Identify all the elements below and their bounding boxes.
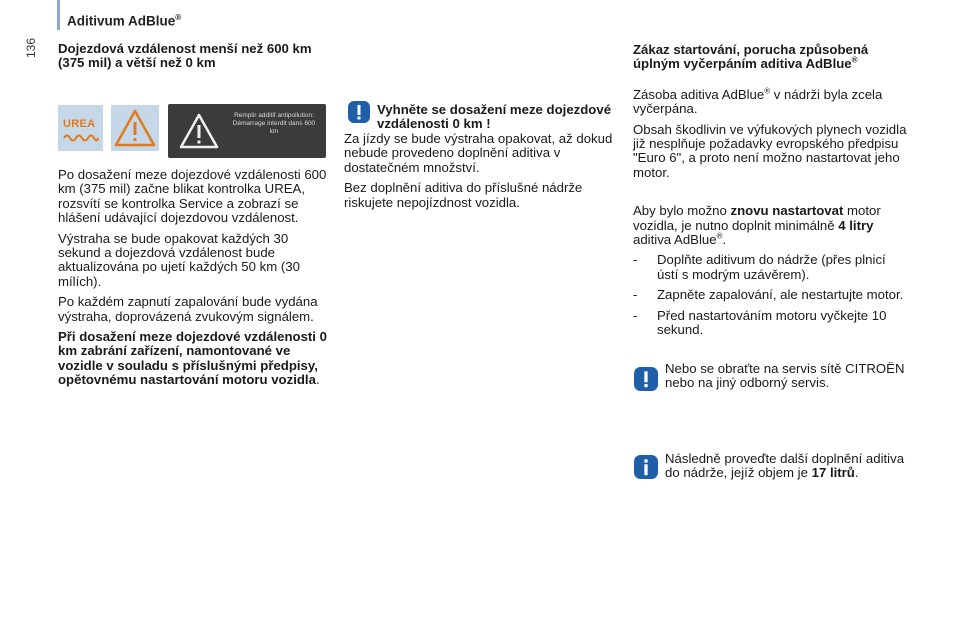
note-refill-a: Následně proveďte další doplnění aditiva do nádrže, jejíž objem je [665, 451, 905, 481]
list-dash: - [633, 287, 638, 303]
paragraph-start-1-reg: ® [764, 86, 771, 96]
note-refill [665, 452, 907, 481]
procedure-list [633, 253, 908, 337]
paragraph-avoid-1: Za jízdy se bude výstraha opakovat, až dokud nebude provedeno doplnění aditiva v dostatečném množství. [344, 131, 613, 175]
paragraph-range-1: Po dosažení meze dojezdové vzdálenosti 600 km (375 mil) začne blikat kontrolka UREA, rozsvítí se kontrolka Service a zobrazí se hlášení udávající dojezdovou vzdálenost. [58, 167, 327, 226]
list-item-text: Doplňte aditivum do nádrže (přes plnicí ústí s modrým uzávěrem). [657, 252, 886, 282]
column-start-prevented [633, 43, 908, 344]
column-range-body [58, 168, 333, 394]
column-range-warning [58, 42, 333, 77]
paragraph-start-3-reg: ® [716, 231, 723, 241]
page-title: Aditivum AdBlue [67, 13, 176, 29]
warning-heading: Vyhněte se dosažení meze dojezdové vzdálenosti 0 km ! [377, 102, 612, 132]
page-header [67, 13, 181, 29]
list-item [633, 253, 908, 282]
paragraph-start-1-a: Zásoba aditiva AdBlue [633, 86, 765, 102]
list-item-text: Zapněte zapalování, ale nestartujte motor. [657, 287, 904, 303]
paragraph-range-4-end: . [315, 372, 320, 388]
paragraph-range-2: Výstraha se bude opakovat každých 30 sekund a dojezdová vzdálenost bude aktualizována po ujetí každých 50 km (30 mílích). [58, 230, 300, 289]
paragraph-range-3: Po každém zapnutí zapalování bude vydána výstraha, doprovázená zvukovým signálem. [58, 294, 318, 324]
list-dash: - [633, 252, 638, 268]
header-accent-bar [57, 0, 60, 30]
paragraph-start-3-c: motor vozidla, je nutno doplnit minimálně [633, 203, 881, 233]
note-refill-c: . [854, 465, 859, 481]
list-item-text: Před nastartováním motoru vyčkejte 10 sekund. [657, 307, 887, 338]
section-heading-start [633, 43, 908, 72]
list-item [633, 309, 908, 338]
service-lamp [111, 105, 159, 151]
paragraph-start-2: Obsah škodlivin ve výfukových plynech vozidla již nesplňuje požadavky evropského předpisu "Euro 6", a proto není možno nastartovat jeho motor. [633, 121, 907, 180]
note-refill-bold: 17 litrů [811, 465, 855, 481]
paragraph-start-1 [633, 88, 908, 117]
registered-mark: ® [175, 13, 182, 22]
urea-wave-icon [63, 132, 99, 142]
paragraph-start-3-a: Aby bylo možno [633, 203, 731, 219]
paragraph-start-3-f: . [722, 232, 727, 248]
warning-triangle-icon [111, 105, 159, 151]
section-heading-range: Dojezdová vzdálenost menší než 600 km (375 mil) a větší než 0 km [58, 41, 312, 71]
info-icon [634, 455, 658, 479]
paragraph-range-4 [58, 330, 333, 388]
display-message: Remplir additif antipollution: Démarrage interdit dans 600 km [232, 112, 316, 135]
section-heading-start-text: Zákaz startování, porucha způsobená úplným vyčerpáním aditiva AdBlue [633, 42, 869, 72]
paragraph-start-3-e: aditiva AdBlue [633, 232, 717, 248]
warning-lamps-illustration [58, 104, 326, 158]
paragraph-start-3 [633, 204, 908, 247]
display-warning-triangle-icon [178, 112, 220, 150]
note-service: Nebo se obraťte na servis sítě CITROËN nebo na jiný odborný servis. [665, 361, 905, 391]
paragraph-start-3-bold-restart: znovu nastartovat [730, 203, 844, 219]
warning-exclamation-icon [348, 101, 370, 123]
section-heading-reg: ® [851, 56, 858, 66]
column-avoid-body [344, 132, 616, 216]
page-number: 136 [24, 37, 38, 58]
list-dash: - [633, 307, 638, 323]
paragraph-range-4-bold: Při dosažení meze dojezdové vzdálenosti 0 km zabrání zařízení, namontované ve vozidle v souladu s příslušnými předpisy, opětovnému nastartování motoru vozidla [58, 329, 327, 388]
urea-lamp [58, 105, 103, 151]
list-item [633, 288, 908, 302]
instrument-display [168, 104, 326, 158]
paragraph-start-1-b: v nádrži byla zcela vyčerpána. [633, 86, 883, 117]
paragraph-avoid-2: Bez doplnění aditiva do příslušné nádrže riskujete nepojízdnost vozidla. [344, 180, 583, 210]
urea-label: UREA [63, 118, 96, 130]
warning-exclamation-icon [634, 367, 658, 391]
paragraph-start-3-bold-litres: 4 litry [838, 217, 874, 233]
